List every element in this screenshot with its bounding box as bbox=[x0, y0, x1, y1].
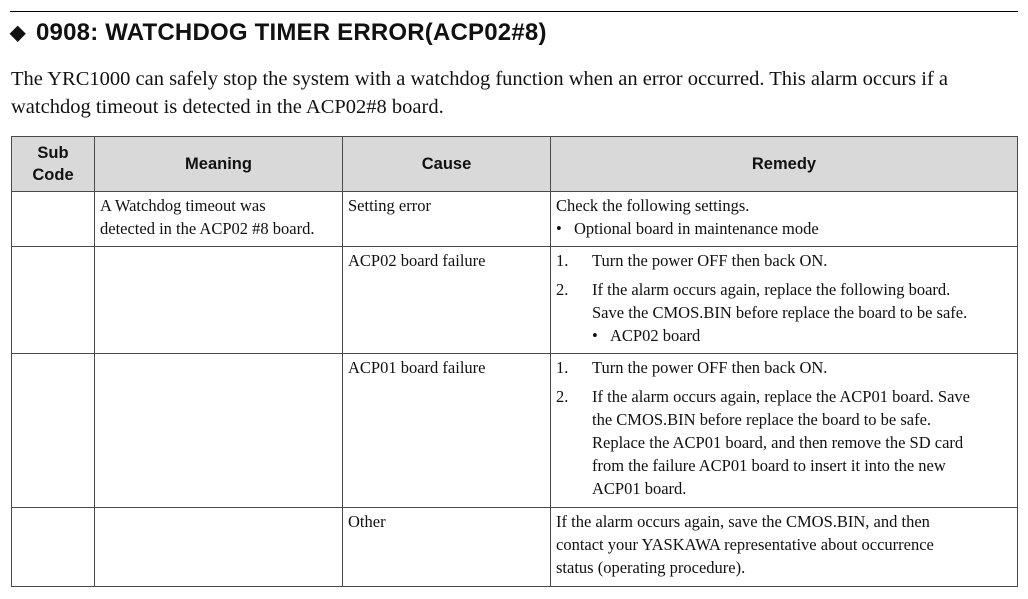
top-rule bbox=[10, 11, 1018, 12]
cell-subcode bbox=[12, 192, 95, 247]
header-subcode: Sub Code bbox=[12, 137, 95, 192]
header-remedy: Remedy bbox=[551, 137, 1018, 192]
cell-meaning bbox=[95, 508, 343, 587]
cell-remedy: 1. Turn the power OFF then back ON. 2. If the alarm occurs again, replace the ACP01 board. Save the CMOS.BIN before replace the board to be safe. Replace the ACP01 board, and then remove the SD card from the failure ACP01 board to insert it into the new ACP01 board. bbox=[551, 354, 1018, 508]
bullet-icon: • bbox=[556, 219, 562, 238]
heading-text: 0908: WATCHDOG TIMER ERROR(ACP02#8) bbox=[36, 19, 547, 46]
cell-meaning bbox=[95, 354, 343, 508]
cell-subcode bbox=[12, 508, 95, 587]
table-row bbox=[12, 247, 1018, 354]
cell-meaning: A Watchdog timeout was detected in the ACP02 #8 board. bbox=[95, 192, 343, 247]
cell-meaning bbox=[95, 247, 343, 354]
cell-remedy: If the alarm occurs again, save the CMOS.BIN, and then contact your YASKAWA representative about occurrence status (operating procedure). bbox=[551, 508, 1018, 587]
cell-cause: ACP02 board failure bbox=[343, 247, 551, 354]
table-header-row bbox=[12, 137, 1018, 192]
table-row bbox=[12, 192, 1018, 247]
cell-remedy: Check the following settings. • Optional board in maintenance mode bbox=[551, 192, 1018, 247]
diamond-bullet-icon: ◆ bbox=[10, 22, 26, 44]
cell-remedy: 1. Turn the power OFF then back ON. 2. If the alarm occurs again, replace the following board. Save the CMOS.BIN before replace the board to be safe. • ACP02 board bbox=[551, 247, 1018, 354]
table-row bbox=[12, 354, 1018, 508]
alarm-table bbox=[11, 136, 1018, 587]
table-row bbox=[12, 508, 1018, 587]
cell-cause: Setting error bbox=[343, 192, 551, 247]
cell-cause: ACP01 board failure bbox=[343, 354, 551, 508]
bullet-icon: • bbox=[592, 326, 598, 345]
header-cause: Cause bbox=[343, 137, 551, 192]
intro-paragraph: The YRC1000 can safely stop the system with a watchdog function when an error occurred. This alarm occurs if a watchdog timeout is detected in the ACP02#8 board. bbox=[11, 68, 949, 118]
cell-subcode bbox=[12, 247, 95, 354]
cell-cause: Other bbox=[343, 508, 551, 587]
cell-subcode bbox=[12, 354, 95, 508]
header-meaning: Meaning bbox=[95, 137, 343, 192]
section-heading bbox=[10, 19, 547, 47]
